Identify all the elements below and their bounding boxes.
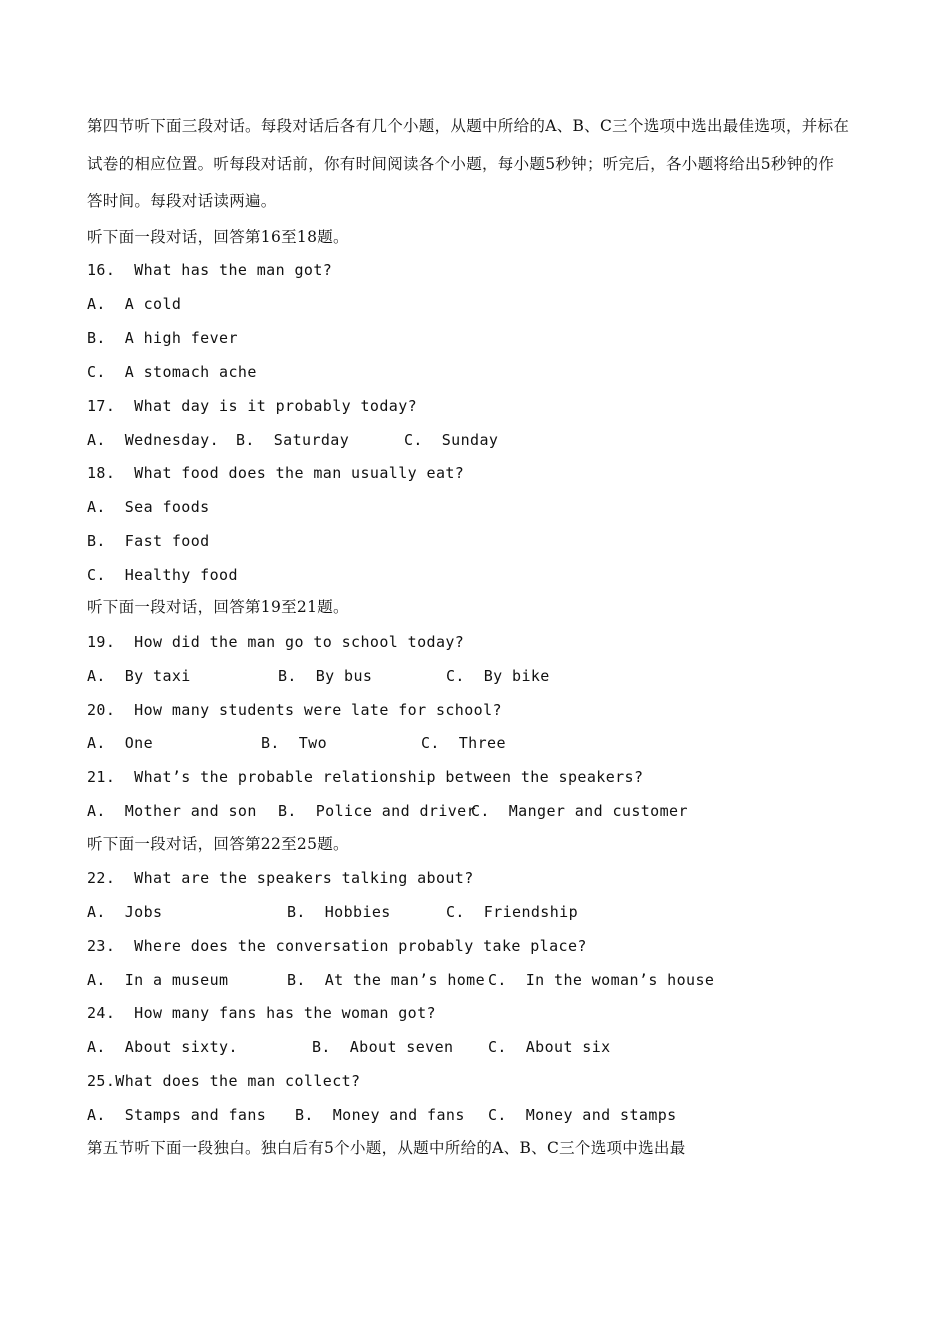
section4-intro-line2: 试卷的相应位置。听每段对话前，你有时间阅读各个小题，每小题5秒钟；听完后，各小题将给出5秒钟的作: [87, 155, 835, 173]
q18-option-a: A. Sea foods: [87, 498, 210, 516]
q23-option-c: C. In the woman’s house: [488, 971, 715, 989]
section4-intro-line3: 答时间。每段对话读两遍。: [87, 192, 277, 210]
q16-option-c: C. A stomach ache: [87, 363, 257, 381]
q21-option-c: C. Manger and customer: [471, 802, 688, 820]
q24-option-b: B. About seven: [312, 1038, 454, 1056]
q24-option-a: A. About sixty.: [87, 1038, 238, 1056]
q16-option-b: B. A high fever: [87, 329, 238, 347]
q20-option-b: B. Two: [261, 734, 328, 752]
q24-stem: 24. How many fans has the woman got?: [87, 1004, 436, 1022]
q18-stem: 18. What food does the man usually eat?: [87, 464, 465, 482]
q20-stem: 20. How many students were late for school?: [87, 701, 502, 719]
q23-stem: 23. Where does the conversation probably take place?: [87, 937, 587, 955]
q19-option-b: B. By bus: [278, 667, 373, 685]
q23-option-b: B. At the man’s home: [287, 971, 486, 989]
section5-intro: 第五节听下面一段独白。独白后有5个小题，从题中所给的A、B、C三个选项中选出最: [87, 1139, 686, 1157]
q21-stem: 21. What’s the probable relationship between the speakers?: [87, 768, 644, 786]
q19-stem: 19. How did the man go to school today?: [87, 633, 465, 651]
q25-stem: 25.What does the man collect?: [87, 1072, 361, 1090]
q25-option-b: B. Money and fans: [295, 1106, 465, 1124]
q17-option-c: C. Sunday: [404, 431, 499, 449]
q17-option-b: B. Saturday: [236, 431, 350, 449]
q22-option-b: B. Hobbies: [287, 903, 391, 921]
q16-option-a: A. A cold: [87, 295, 182, 313]
q18-option-c: C. Healthy food: [87, 566, 238, 584]
q25-option-a: A. Stamps and fans: [87, 1106, 267, 1124]
q16-stem: 16. What has the man got?: [87, 261, 333, 279]
dialog3-header: 听下面一段对话，回答第22至25题。: [87, 835, 349, 853]
dialog1-header: 听下面一段对话，回答第16至18题。: [87, 228, 349, 246]
q20-option-a: A. One: [87, 734, 154, 752]
q19-option-c: C. By bike: [446, 667, 550, 685]
q20-option-c: C. Three: [421, 734, 506, 752]
q23-option-a: A. In a museum: [87, 971, 229, 989]
dialog2-header: 听下面一段对话，回答第19至21题。: [87, 598, 349, 616]
q17-option-a: A. Wednesday.: [87, 431, 220, 449]
q22-option-a: A. Jobs: [87, 903, 163, 921]
q21-option-b: B. Police and driver: [278, 802, 477, 820]
q22-option-c: C. Friendship: [446, 903, 579, 921]
section4-intro-line1: 第四节听下面三段对话。每段对话后各有几个小题，从题中所给的A、B、C三个选项中选出最佳选项，并标在: [87, 117, 850, 135]
q25-option-c: C. Money and stamps: [488, 1106, 677, 1124]
q18-option-b: B. Fast food: [87, 532, 210, 550]
q24-option-c: C. About six: [488, 1038, 611, 1056]
q19-option-a: A. By taxi: [87, 667, 191, 685]
q22-stem: 22. What are the speakers talking about?: [87, 869, 474, 887]
q21-option-a: A. Mother and son: [87, 802, 257, 820]
q17-stem: 17. What day is it probably today?: [87, 397, 418, 415]
